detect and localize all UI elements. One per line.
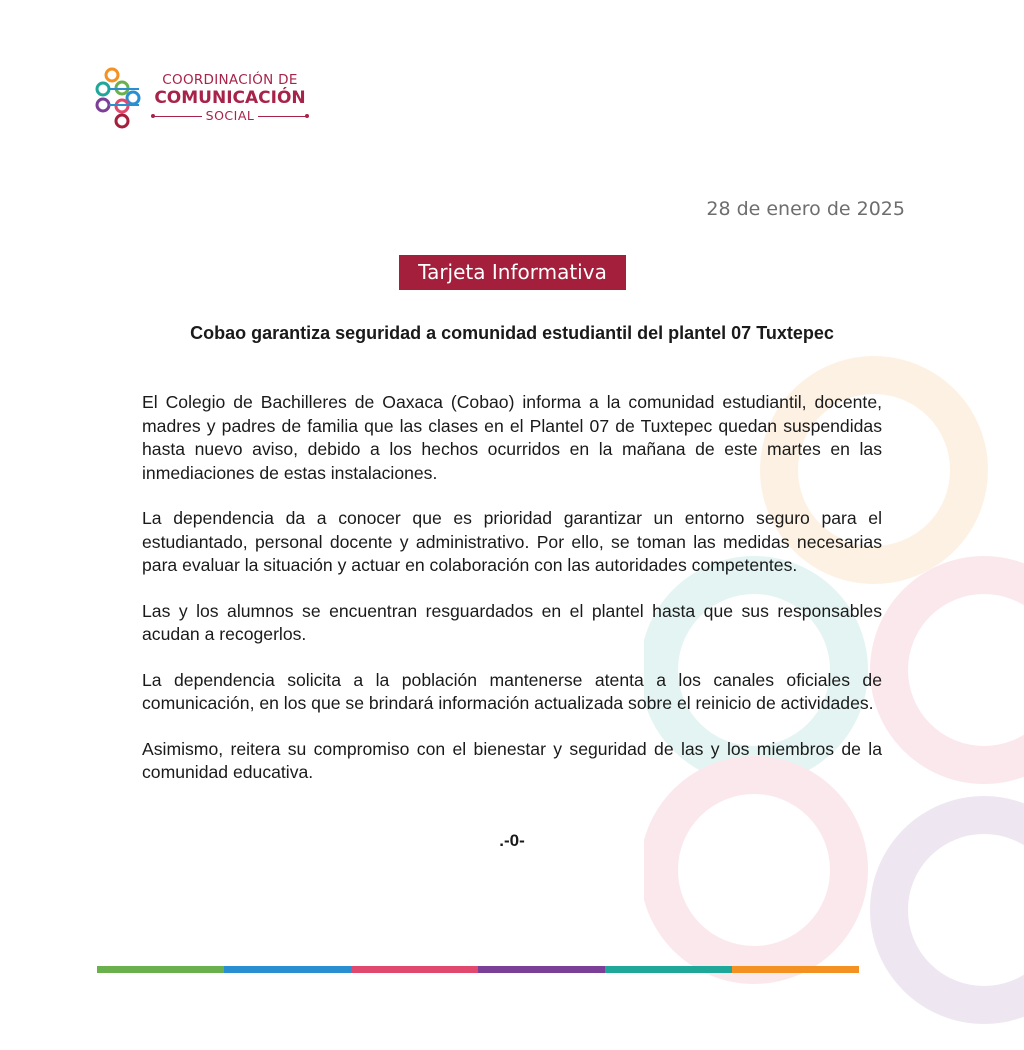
paragraph-2: La dependencia da a conocer que es prioridad garantizar un entorno seguro para el estudiantado, personal docente y administrativo. Por ello, se toman las medidas necesarias para evaluar la situación y actuar en colaboración con las autoridades competentes. [142,508,882,575]
closing-mark: .-0- [499,831,525,850]
logo-line-3 [149,108,311,124]
footer-bar-segment [351,966,478,973]
logo-line-3-label: SOCIAL [205,108,255,123]
footer-bar-segment [732,966,859,973]
document-date: 28 de enero de 2025 [706,198,905,220]
footer-bar-segment [605,966,732,973]
logo-rule-right [258,116,307,117]
footer-bar-segment [224,966,351,973]
logo-line-1: COORDINACIÓN DE [162,72,298,88]
footer-color-bar [97,966,859,973]
logo-knot-icon [95,66,141,130]
logo-line-2: COMUNICACIÓN [154,88,306,108]
paragraph-5: Asimismo, reitera su compromiso con el bienestar y seguridad de las y los miembros de la comunidad educativa. [142,738,882,782]
header-logo [95,66,311,130]
body-text [142,391,882,807]
logo-rule-left [153,116,202,117]
document-type-badge: Tarjeta Informativa [399,255,626,290]
footer-bar-segment [478,966,605,973]
headline: Cobao garantiza seguridad a comunidad estudiantil del plantel 07 Tuxtepec [190,323,834,343]
footer-bar-segment [97,966,224,973]
paragraph-1: El Colegio de Bachilleres de Oaxaca (Cobao) informa a la comunidad estudiantil, docente, madres y padres de familia que las clases en el Plantel 07 de Tuxtepec quedan suspendidas hasta nuevo aviso, debido a los hechos ocurridos en la mañana de este martes en las inmediaciones de estas instalaciones. [142,392,882,483]
paragraph-4: La dependencia solicita a la población mantenerse atenta a los canales oficiales de comunicación, en los que se brindará información actualizada sobre el reinicio de actividades. [142,669,882,713]
paragraph-3: Las y los alumnos se encuentran resguardados en el plantel hasta que sus responsables acudan a recogerlos. [142,600,882,644]
